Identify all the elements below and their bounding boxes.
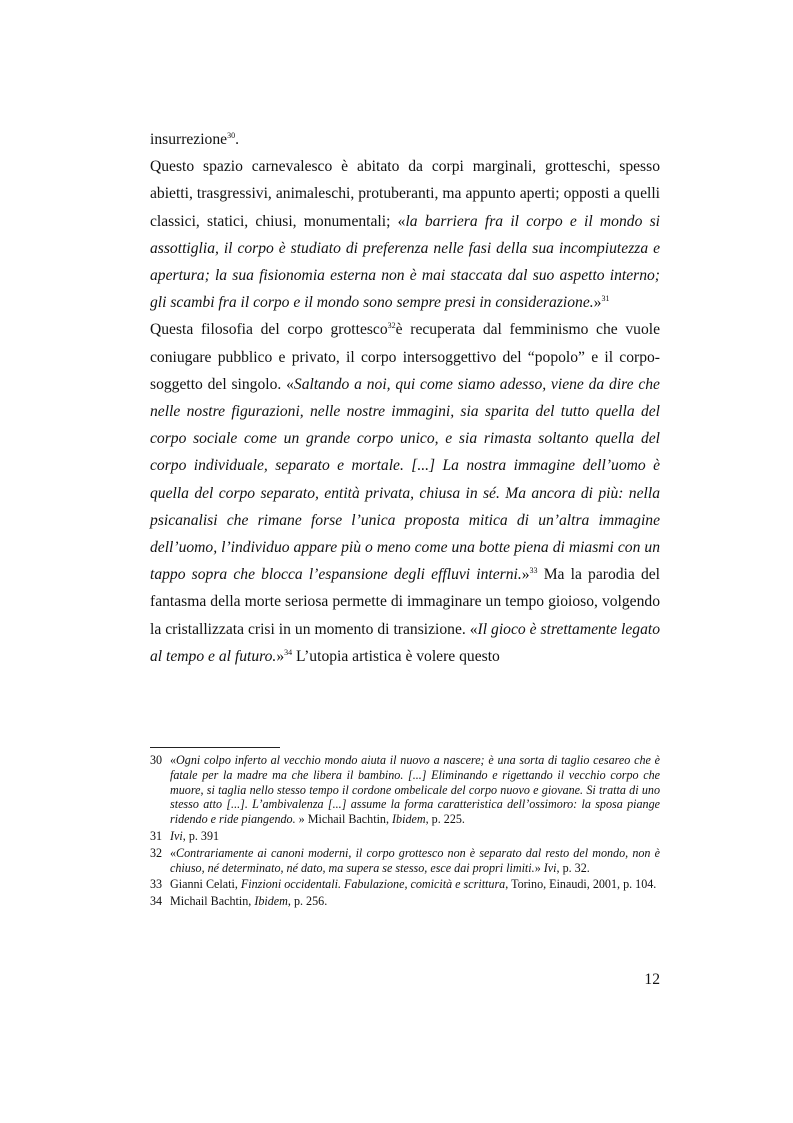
p1-text: insurrezione bbox=[150, 131, 228, 148]
fn-italic-2: Ibidem bbox=[392, 812, 426, 827]
p1-end: . bbox=[235, 131, 239, 148]
footnote-30 bbox=[150, 753, 660, 827]
footnote-number: 31 bbox=[150, 828, 163, 843]
fn-italic: Ivi bbox=[170, 828, 183, 843]
footnote-34 bbox=[150, 894, 660, 909]
page-number: 12 bbox=[644, 971, 660, 988]
footnote-text bbox=[170, 829, 660, 844]
fn-c: , p. 225. bbox=[425, 812, 465, 827]
paragraph-3 bbox=[150, 316, 660, 670]
p3-text-a: Questa filosofia del corpo grottesco bbox=[150, 321, 388, 339]
footnote-text bbox=[170, 846, 660, 876]
p3-text-b: è recuperata dal femminismo che vuole coniugare pubblico e privato, il corpo intersoggettivo del “popolo” e il corpo-soggetto del singolo. « bbox=[150, 321, 660, 393]
fn-italic: Ogni colpo inferto al vecchio mondo aiuta il nuovo a nascere; è una sorta di taglio cesareo che è fatale per la madre ma che libera il bambino. [...] Eliminando e rigettando il vecchio corpo che muore, si taglia nello stesso tempo il cordone ombelicale del corpo nuovo e giovane. Si tratta di uno stesso atto [...]. L’ambivalenza [...] assume la forma caratteristica dell’ossimoro: la sposa piange ridendo e ride piangendo. bbox=[170, 753, 660, 827]
fn-italic: Ibidem bbox=[254, 894, 288, 909]
footnote-text bbox=[170, 753, 660, 827]
footnotes bbox=[150, 753, 660, 911]
page-body bbox=[150, 126, 660, 670]
footnote-divider bbox=[150, 747, 280, 748]
footnote-number: 32 bbox=[150, 845, 163, 860]
fn-italic: Finzioni occidentali. Fabulazione, comicità e scrittura bbox=[240, 877, 506, 892]
fn-a: « bbox=[170, 753, 177, 767]
footnote-ref-30[interactable]: 30 bbox=[227, 131, 236, 140]
p3-quote: Saltando a noi, qui come siamo adesso, viene da dire che nelle nostre figurazioni, nelle nostre immagini, sia sparita del tutto quella del corpo sociale come un grande corpo unico, e sia rimasta soltanto quella del corpo individuale, separato e mortale. [...] La nostra immagine dell’uomo è quella del corpo separato, entità privata, chiusa in sé. Ma ancora di più: nella psicanalisi che rimane forse l’unica proposta mitica di un’altra immagine dell’uomo, l’individuo appare più o meno come una botte piena di miasmi con un tappo sopra che blocca l’espansione degli effluvi interni. bbox=[150, 375, 660, 584]
fn-b: » Michail Bachtin, bbox=[295, 812, 393, 827]
fn-italic-2: Ivi bbox=[543, 860, 557, 875]
fn-b: » bbox=[534, 860, 544, 875]
p3-close-2: » bbox=[276, 647, 285, 665]
footnote-text bbox=[170, 877, 660, 892]
footnote-ref-32[interactable]: 32 bbox=[387, 321, 396, 331]
footnote-32 bbox=[150, 846, 660, 876]
fn-a: Gianni Celati, bbox=[170, 877, 241, 892]
main-text bbox=[150, 126, 660, 670]
p3-text-c: Ma la parodia del fantasma della morte seriosa permette di immaginare un tempo gioioso, volgendo la cristallizzata crisi in un momento di transizione. « bbox=[150, 566, 660, 638]
fn-b: , Torino, Einaudi, 2001, p. 104. bbox=[505, 877, 657, 892]
p2-quote: la barriera fra il corpo e il mondo si assottiglia, il corpo è studiato di preferenza nelle fasi della sua incompiutezza e apertura; la sua fisionomia esterna non è mai staccata dal suo aspetto interno; gli scambi fra il corpo e il mondo sono sempre presi in considerazione. bbox=[150, 212, 660, 312]
fn-b: , p. 256. bbox=[287, 894, 328, 909]
paragraph-1 bbox=[150, 126, 660, 153]
fn-a: « bbox=[170, 845, 177, 860]
footnote-number: 33 bbox=[150, 877, 163, 892]
footnote-31 bbox=[150, 829, 660, 844]
footnote-number: 30 bbox=[150, 753, 163, 767]
p2-text: Questo spazio carnevalesco è abitato da corpi marginali, grotteschi, spesso abietti, trasgressivi, animaleschi, protuberanti, ma appunto aperti; opposti a quelli classici, statici, chiusi, monumentali; « bbox=[150, 158, 660, 230]
fn-a: Michail Bachtin, bbox=[170, 894, 255, 909]
paragraph-2 bbox=[150, 153, 660, 316]
footnote-ref-31[interactable]: 31 bbox=[601, 294, 610, 304]
footnote-number: 34 bbox=[150, 894, 163, 909]
footnote-33 bbox=[150, 877, 660, 892]
p3-close-1: » bbox=[521, 566, 530, 584]
p2-close: » bbox=[593, 294, 602, 312]
p3-quote-2: Il gioco è strettamente legato al tempo e al futuro. bbox=[150, 620, 660, 665]
footnote-text bbox=[170, 894, 660, 909]
footnote-ref-34[interactable]: 34 bbox=[284, 647, 293, 657]
fn-b: , p. 391 bbox=[182, 828, 220, 843]
p3-text-d: L’utopia artistica è volere questo bbox=[292, 647, 500, 665]
footnote-ref-33[interactable]: 33 bbox=[529, 566, 538, 576]
fn-italic: Contrariamente ai canoni moderni, il corpo grottesco non è separato dal resto del mondo, non è chiuso, né determinato, né dato, ma supera se stesso, esce dai propri limiti. bbox=[170, 845, 660, 875]
fn-c: , p. 32. bbox=[556, 860, 590, 875]
